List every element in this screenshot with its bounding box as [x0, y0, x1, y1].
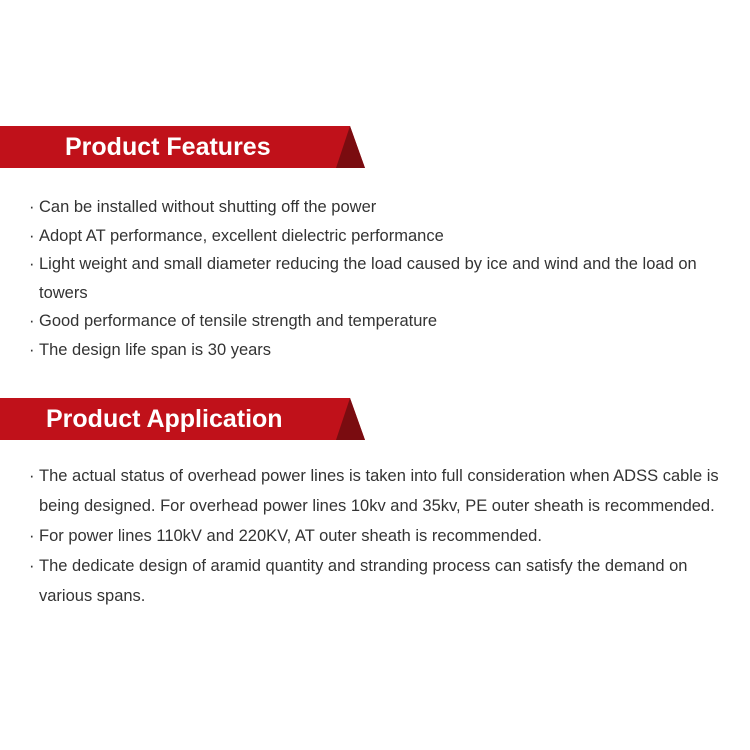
bullet-icon: · — [29, 527, 35, 545]
application-banner — [0, 398, 365, 440]
list-item-text: Good performance of tensile strength and temperature — [39, 312, 438, 330]
list-item — [26, 551, 731, 611]
bullet-icon: · — [29, 255, 35, 273]
list-item-text: Light weight and small diameter reducing the load caused by ice and wind and the load on towers — [39, 255, 697, 302]
features-banner — [0, 126, 365, 168]
bullet-icon: · — [29, 340, 35, 359]
list-item — [26, 250, 731, 307]
list-item — [26, 336, 731, 365]
list-item-text: The actual status of overhead power lines is taken into full consideration when ADSS cable is being designed. For overhead power lines 10kv and 35kv, PE outer sheath is recommended. — [39, 467, 719, 515]
list-item — [26, 307, 731, 336]
list-item — [26, 222, 731, 251]
list-item — [26, 521, 731, 551]
bullet-icon: · — [29, 226, 35, 245]
list-item-text: Can be installed without shutting off the power — [39, 198, 377, 216]
list-item-text: Adopt AT performance, excellent dielectric performance — [39, 226, 444, 245]
list-item-text: The design life span is 30 years — [39, 340, 272, 359]
features-list — [26, 193, 731, 364]
bullet-icon: · — [29, 467, 35, 485]
list-item — [26, 461, 731, 521]
list-item-text: For power lines 110kV and 220KV, AT outer sheath is recommended. — [39, 527, 542, 545]
bullet-icon: · — [29, 557, 35, 575]
bullet-icon: · — [29, 198, 35, 216]
application-list — [26, 461, 731, 611]
features-title: Product Features — [65, 133, 271, 161]
list-item — [26, 193, 731, 222]
application-title: Product Application — [46, 405, 283, 433]
list-item-text: The dedicate design of aramid quantity and stranding process can satisfy the demand on various spans. — [39, 557, 688, 605]
bullet-icon: · — [29, 312, 35, 330]
